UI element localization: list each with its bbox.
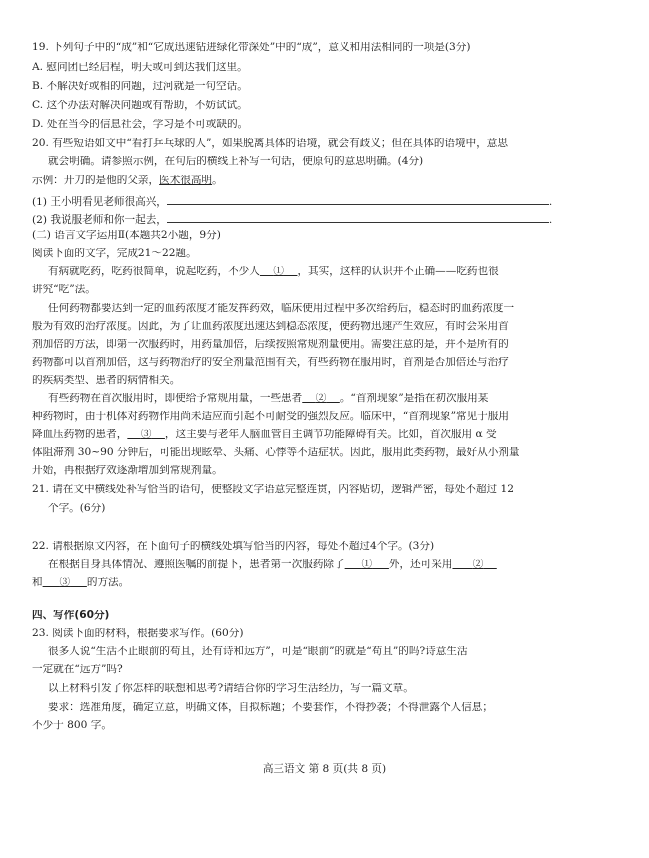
passage-line: 有病就吃药，吃药很简单，说起吃药，不少人 ① ，其实，这样的认识并不正确——吃药也很 [48,266,499,277]
q23-stem: 23. 阅读下面的材料，根据要求写作。(60分) [32,628,244,639]
passage-line: 讲究“吃”法。 [32,284,96,295]
section-2-instruction: 阅读下面的文字，完成21～22题。 [32,248,197,259]
blank-marker-2[interactable]: ② [472,559,484,570]
q21-line-2: 个字。(6分) [48,503,106,514]
blank-marker-2: ② [315,393,327,404]
passage-line: 剂加倍的方法，即第一次服药时，用药量加倍，后续按照常规剂量使用。需要注意的是，并不是所有的 [32,339,509,350]
page-footer: 高三语文 第 8 页(共 8 页) [262,763,387,775]
blank-marker-3[interactable]: ③ [59,577,71,588]
passage-line: 降血压药物的患者， ③ ，这主要与老年人脑血管自主调节功能障碍有关。比如，首次服用 α 受 [32,429,497,440]
blank-marker-1[interactable]: ① [361,559,373,570]
q20-item-1: (1) 王小明看见老师很高兴， . [32,196,553,208]
answer-blank[interactable] [167,212,549,223]
passage-line: 种药物时，由于机体对药物作用尚未适应而引起不可耐受的强烈反应。临床中，“首剂现象”常见于服用 [32,411,509,422]
q19-option-b: B. 不解决好或相的问题，过河就是一句空话。 [32,81,248,92]
q22-sentence-end: 和 ③ 的方法。 [32,577,130,588]
passage-line: 药物都可以首剂加倍，这与药物治疗的安全剂量范围有关，有些药物在服用时，首剂是否加倍还与治疗 [32,357,509,368]
q20-stem-1: 20. 有些短语如文中“看打乒乓球的人”，如果脱离具体的语境，就会有歧义；但在具体的语境中，意思 [32,138,508,149]
requirement-line-1: 要求：选准角度，确定立意，明确文体，自拟标题；不要套作，不得抄袭；不得泄露个人信息； [48,702,493,713]
material-line-2: 一定就在“远方”吗? [32,664,123,675]
section-2-title: (二) 语言文字运用Ⅱ(本题共2小题，9分) [32,230,221,241]
q19-option-a: A. 慰问团已经启程，明天或可到达我们这里。 [32,62,248,73]
q20-example: 示例：开刀的是他的父亲，医术很高明。 [32,175,223,186]
passage-line: 体阻滞剂 30~90 分钟后，可能出现眩晕、头痛、心悸等不适症状。因此，服用此类药物，最好从小剂量 [32,447,520,458]
q22-sentence: 在根据自身具体情况、遵照医嘱的前提下，患者第一次服药除了 ① 外，还可采用 ② [48,559,619,570]
passage-line: 开始，再根据疗效逐渐增加到常规剂量。 [32,465,223,476]
q20-stem-2: 就会明确。请参照示例，在句后的横线上补写一句话，使原句的意思明确。(4分) [48,156,424,167]
passage-line: 任何药物都要达到一定的血药浓度才能发挥药效，临床使用过程中多次给药后，稳态时的血药浓度一 [48,303,515,314]
example-answer: 医术很高明 [159,175,213,186]
q19-option-c: C. 这个办法对解决问题或有帮助，不妨试试。 [32,100,248,111]
q21-line-1: 21. 请在文中横线处补写恰当的语句，使整段文字语意完整连贯，内容贴切，逻辑严密，每处不超过 12 [32,484,514,495]
requirement-line-2: 不少于 800 字。 [32,720,112,731]
passage-line: 的疾病类型、患者的病情相关。 [32,375,181,386]
passage-line: 般为有效的治疗浓度。因此，为了让血药浓度迅速达到稳态浓度，使药物迅速产生效应，有时会采用首 [32,321,509,332]
q19-option-d: D. 处在当今的信息社会，学习是不可或缺的。 [32,119,249,130]
q19-stem: 19. 下列句子中的“成”和“它成迅速钻进绿化带深处”中的“成”，意义和用法相同的一项是(3分) [32,42,471,53]
material-line-1: 很多人说“生活不止眼前的苟且，还有诗和远方”，可是“眼前”的就是“苟且”的吗?诗意生活 [48,646,468,657]
q20-item-2: (2) 我说服老师和你一起去， . [32,214,553,226]
q22-line-1: 22. 请根据原文内容，在下面句子的横线处填写恰当的内容，每处不超过4个字。(3分) [32,541,435,552]
passage-line: 有些药物在首次服用时，即使给予常规用量，一些患者 ② 。“首剂现象”是指在初次服用某 [48,393,489,404]
blank-marker-1: ① [273,266,284,277]
material-line-3: 以上材料引发了你怎样的联想和思考?请结合你的学习生活经历，写一篇文章。 [48,683,414,694]
blank-marker-3: ③ [140,429,152,440]
answer-blank[interactable] [167,194,549,205]
section-4-title: 四、写作(60分) [32,610,110,621]
